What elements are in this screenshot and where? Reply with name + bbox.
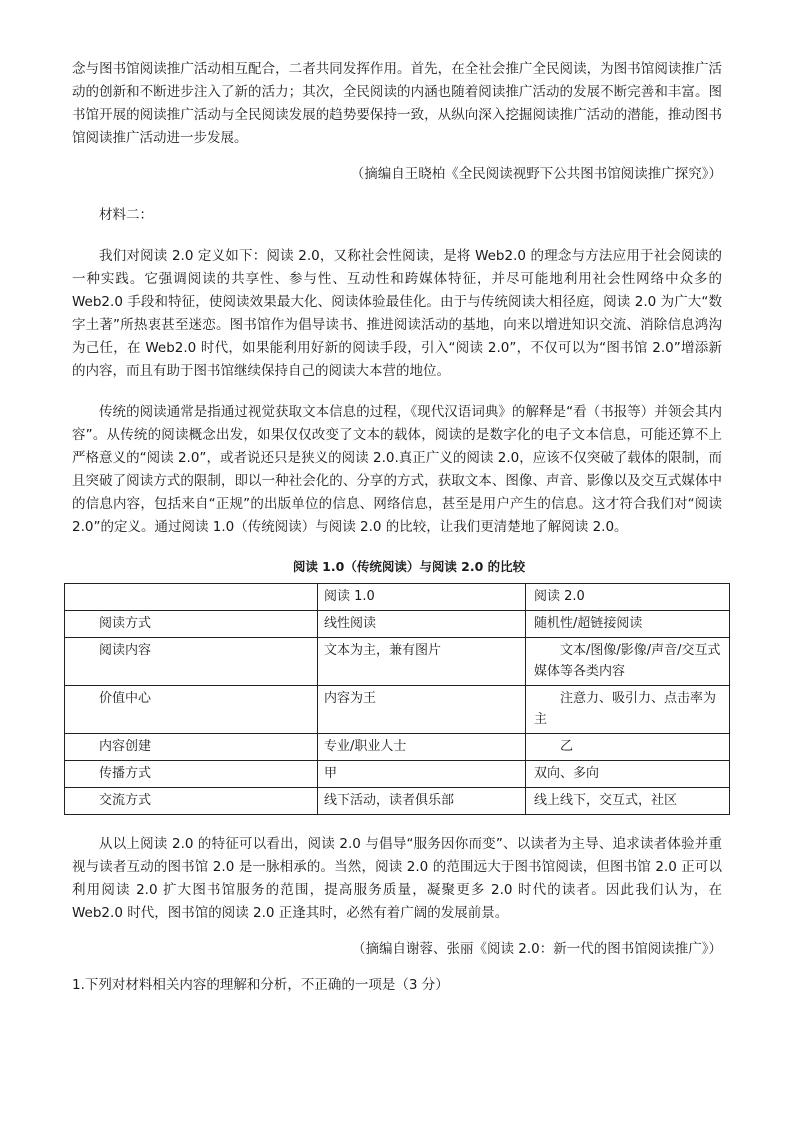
question-1: 1.下列对材料相关内容的理解和分析，不正确的一项是（3 分） [72,977,449,993]
table-cell: 线下活动，读者俱乐部 [318,788,526,815]
table-cell: 随机性/超链接阅读 [526,611,730,638]
table-row [65,638,730,686]
document-page [72,58,722,997]
table-cell: 乙 [526,734,730,761]
table-cell: 专业/职业人士 [318,734,526,761]
table-row [65,734,730,761]
source-citation-2: （摘编自谢蓉、张丽《阅读 2.0：新一代的图书馆阅读推广》） [351,941,722,957]
table-row [65,788,730,815]
paragraph-continued: 念与图书馆阅读推广活动相互配合，二者共同发挥作用。首先，在全社会推广全民阅读，为图书馆阅读推广活动的创新和不断进步注入了新的活力；其次，全民阅读的内涵也随着阅读推广活动的发展不断完善和丰富。图书馆开展的阅读推广活动与全民阅读发展的趋势要保持一致，从纵向深入挖掘阅读推广活动的潜能，推动图书馆阅读推广活动进一步发展。 [72,61,722,146]
table-row [65,761,730,788]
material-2-paragraph-1: 我们对阅读 2.0 定义如下：阅读 2.0，又称社会性阅读，是将 Web2.0 的理念与方法应用于社会阅读的一种实践。它强调阅读的共享性、参与性、互动性和跨媒体特征，并尽可能地利用社会性网络中众多的 Web2.0 手段和特征，使阅读效果最大化、阅读体验最佳化。由于与传统阅读大相径庭，阅读 2.0 为广大“数字土著”所热衷甚至迷恋。图书馆作为倡导读书、推进阅读活动的基地，向来以增进知识交流、消除信息鸿沟为己任，在 Web2.0 时代，如果能利用好新的阅读手段，引入“阅读 2.0”，不仅可以为“图书馆 2.0”增添新的内容，而且有助于图书馆继续保持自己的阅读大本营的地位。 [72,248,722,379]
table-cell: 线性阅读 [318,611,526,638]
material-2-label: 材料二： [99,207,153,223]
table-cell: 阅读方式 [65,611,318,638]
table-cell: 内容创建 [65,734,318,761]
table-cell: 甲 [318,761,526,788]
table-header-cell [65,584,318,611]
table-row [65,686,730,734]
table-row [65,611,730,638]
source-citation-1: （摘编自王晓柏《全民阅读视野下公共图书馆阅读推广探究》） [350,166,722,182]
table-cell: 文本/图像/影像/声音/交互式媒体等各类内容 [526,638,730,686]
table-cell: 交流方式 [65,788,318,815]
table-title: 阅读 1.0（传统阅读）与阅读 2.0 的比较 [292,559,526,574]
table-header-cell: 阅读 1.0 [318,584,526,611]
comparison-table [64,583,730,815]
table-cell: 线上线下，交互式，社区 [526,788,730,815]
table-cell: 价值中心 [65,686,318,734]
table-cell: 文本为主，兼有图片 [318,638,526,686]
table-cell: 注意力、吸引力、点击率为主 [526,686,730,734]
table-cell: 双向、多向 [526,761,730,788]
table-header-cell: 阅读 2.0 [526,584,730,611]
paragraph-after-table: 从以上阅读 2.0 的特征可以看出，阅读 2.0 与倡导“服务因你而变”、以读者为主导、追求读者体验并重视与读者互动的图书馆 2.0 是一脉相承的。当然，阅读 2.0 的范围远大于图书馆阅读，但图书馆 2.0 正可以利用阅读 2.0 扩大图书馆服务的范围，提高服务质量，凝聚更多 2.0 时代的读者。因此我们认为，在 Web2.0 时代，图书馆的阅读 2.0 正逢其时，必然有着广阔的发展前景。 [72,836,722,921]
table-cell: 传播方式 [65,761,318,788]
table-cell: 内容为王 [318,686,526,734]
material-2-paragraph-2: 传统的阅读通常是指通过视觉获取文本信息的过程，《现代汉语词典》的解释是“看（书报等）并领会其内容”。从传统的阅读概念出发，如果仅仅改变了文本的载体，阅读的是数字化的电子文本信息，可能还算不上严格意义的“阅读 2.0”，或者说还只是狭义的阅读 2.0.真正广义的阅读 2.0，应该不仅突破了载体的限制，而且突破了阅读方式的限制，即以一种社会化的、分享的方式，获取文本、图像、声音、影像以及交互式媒体中的信息内容，包括来自“正规”的出版单位的信息、网络信息，甚至是用户产生的信息。这才符合我们对“阅读 2.0”的定义。通过阅读 1.0（传统阅读）与阅读 2.0 的比较，让我们更清楚地了解阅读 2.0。 [72,404,722,535]
table-cell: 阅读内容 [65,638,318,686]
table-header-row [65,584,730,611]
